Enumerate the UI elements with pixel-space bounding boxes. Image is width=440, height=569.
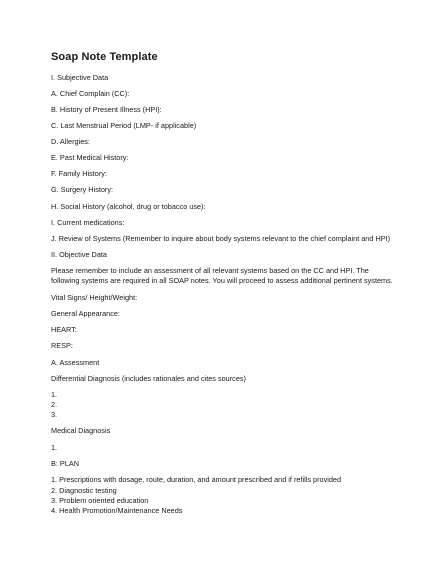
- list-item-number: 1.: [51, 390, 58, 399]
- list-item-number: 2.: [51, 400, 58, 409]
- plan-item-health-promotion: 4. Health Promotion/Maintenance Needs: [51, 506, 183, 515]
- field-social-history: H. Social History (alcohol, drug or tobacco use):: [51, 202, 206, 211]
- field-family-history: F. Family History:: [51, 169, 107, 178]
- field-heart: HEART:: [51, 325, 77, 334]
- field-surgery-history: G. Surgery History:: [51, 185, 114, 194]
- field-past-medical-history: E. Past Medical History:: [51, 153, 129, 162]
- field-general-appearance: General Appearance:: [51, 309, 120, 318]
- field-history-present-illness: B. History of Present Illness (HPI):: [51, 105, 162, 114]
- plan-item-prescriptions: 1. Prescriptions with dosage, route, duration, and amount prescribed and if refills provided: [51, 475, 342, 484]
- field-current-medications: I. Current medications:: [51, 218, 125, 227]
- field-last-menstrual-period: C. Last Menstrual Period (LMP- if applicable): [51, 121, 197, 130]
- field-vital-signs: Vital Signs/ Height/Weight:: [51, 293, 138, 302]
- reminder-line: following systems are required in all SOAP notes. You will proceed to assess additional pertinent systems.: [51, 276, 393, 285]
- field-chief-complain: A. Chief Complain (CC):: [51, 89, 130, 98]
- reminder-paragraph: [51, 266, 391, 286]
- section-plan: B: PLAN: [51, 459, 79, 468]
- reminder-line: Please remember to include an assessment of all relevant systems based on the CC and HPI. The: [51, 266, 369, 275]
- section-assessment: A. Assessment: [51, 358, 100, 367]
- section-objective-data: II. Objective Data: [51, 250, 107, 259]
- list-item-number: 3.: [51, 410, 58, 419]
- section-subjective-data: I. Subjective Data: [51, 73, 109, 82]
- plan-item-diagnostic-testing: 2. Diagnostic testing: [51, 486, 117, 495]
- list-item-number: 1.: [51, 443, 58, 452]
- plan-item-education: 3. Problem oriented education: [51, 496, 149, 505]
- document-title: Soap Note Template: [51, 51, 158, 63]
- field-review-of-systems: J. Review of Systems (Remember to inquire about body systems relevant to the chief complaint and HPI): [51, 234, 391, 243]
- field-allergies: D. Allergies:: [51, 137, 90, 146]
- field-resp: RESP:: [51, 341, 73, 350]
- field-differential-diagnosis: Differential Diagnosis (includes rationales and cites sources): [51, 374, 246, 383]
- field-medical-diagnosis: Medical Diagnosis: [51, 426, 111, 435]
